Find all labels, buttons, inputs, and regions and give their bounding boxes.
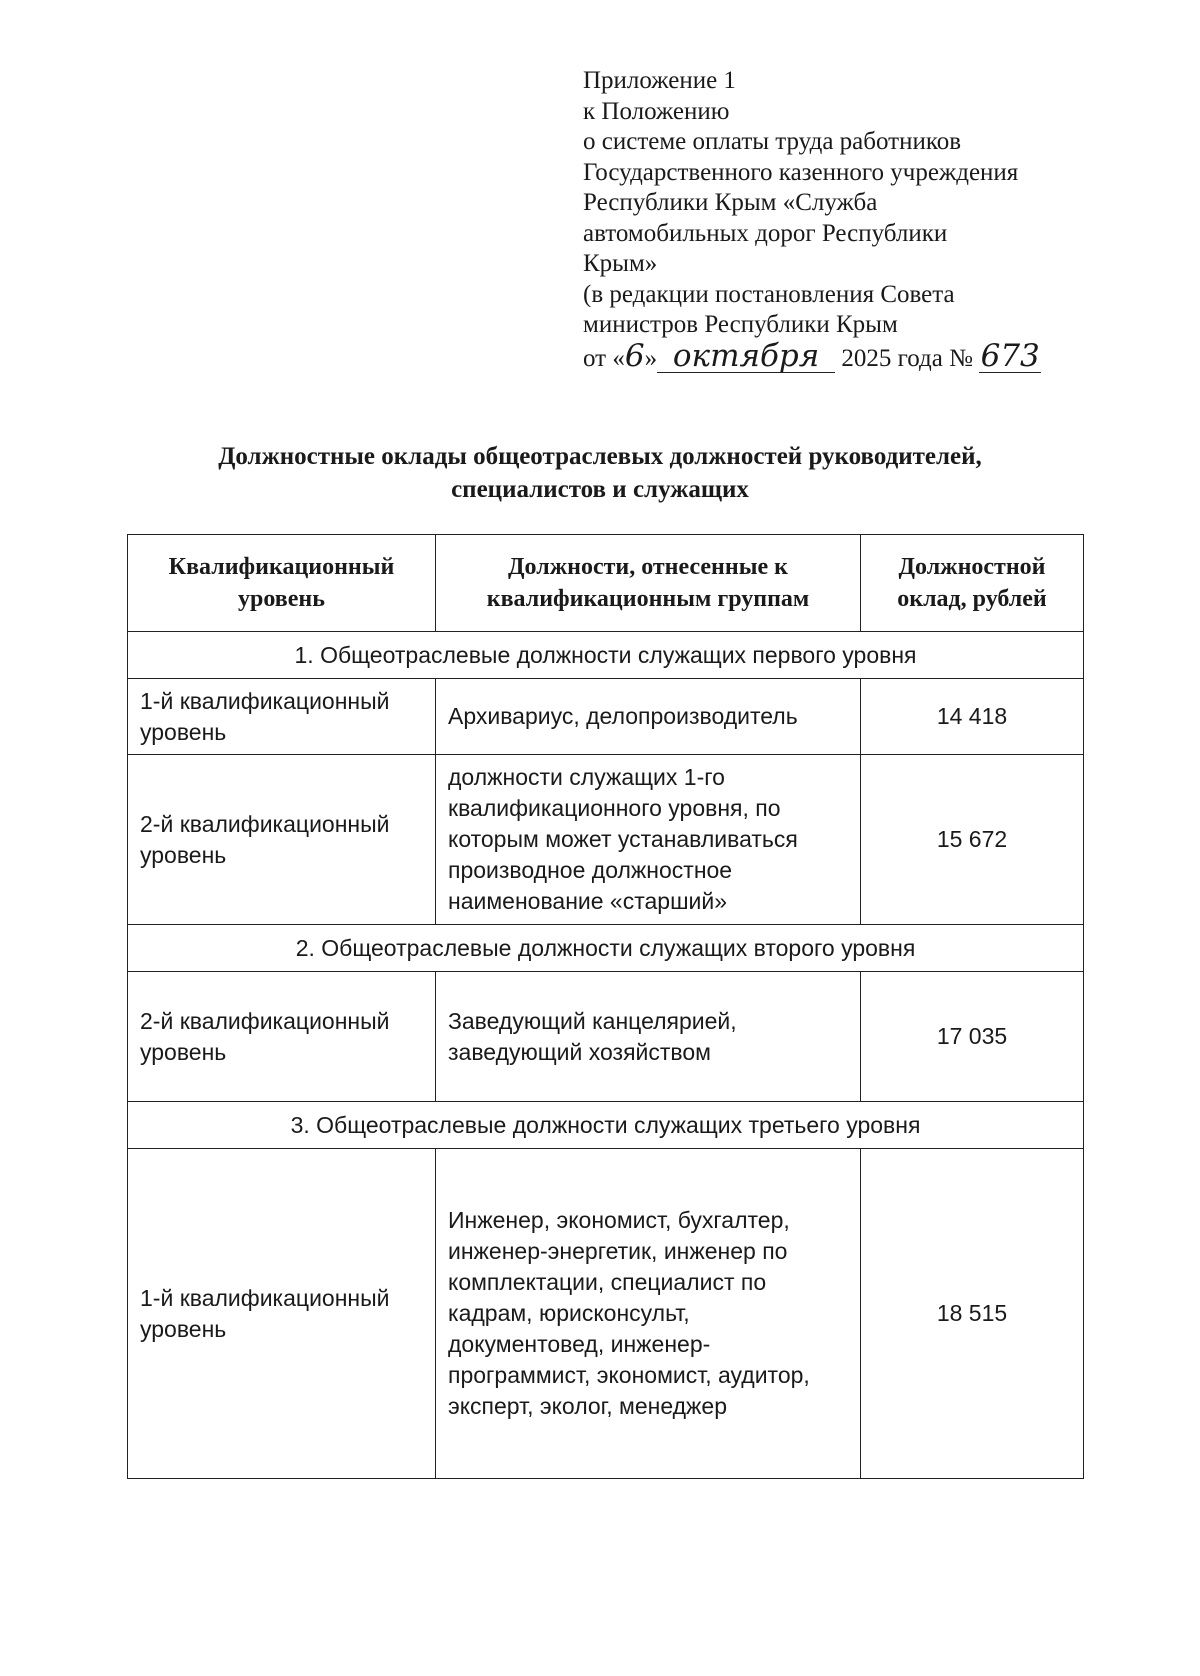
group-title: 1. Общеотраслевые должности служащих первого уровня xyxy=(128,632,1084,679)
salary-table xyxy=(127,534,1084,1479)
date-prefix: от « xyxy=(583,344,625,372)
handwritten-doc-number-text: 673 xyxy=(980,337,1040,374)
group-row xyxy=(128,925,1084,972)
cell-level: 2-й квалификационный уровень xyxy=(128,972,436,1102)
table-row xyxy=(128,755,1084,925)
annex-line: автомобильных дорог Республики xyxy=(583,219,948,247)
group-row xyxy=(128,632,1084,679)
cell-salary: 15 672 xyxy=(861,755,1084,925)
document-title xyxy=(120,440,1080,506)
cell-salary: 17 035 xyxy=(861,972,1084,1102)
group-row xyxy=(128,1102,1084,1149)
date-year-text: 2025 года № xyxy=(841,344,973,372)
annex-line: Республики Крым «Служба xyxy=(583,189,878,216)
header-level: Квалификационный уровень xyxy=(128,535,436,632)
date-quote-close: » xyxy=(644,344,658,372)
cell-positions: Архивариус, делопроизводитель xyxy=(436,679,861,755)
annex-line: Крым» xyxy=(583,250,658,277)
cell-level: 1-й квалификационный уровень xyxy=(128,1149,436,1479)
annex-line: министров Республики Крым xyxy=(583,311,898,338)
annex-line: о системе оплаты труда работников xyxy=(583,128,962,155)
title-line: специалистов и служащих xyxy=(451,476,749,503)
table-row xyxy=(128,1149,1084,1479)
table-row xyxy=(128,972,1084,1102)
annex-line: Государственного казенного учреждения xyxy=(583,158,1019,186)
annex-header xyxy=(583,66,1083,374)
cell-level: 1-й квалификационный уровень xyxy=(128,679,436,755)
group-title: 3. Общеотраслевые должности служащих третьего уровня xyxy=(128,1102,1084,1149)
cell-salary: 14 418 xyxy=(861,679,1084,755)
header-salary: Должностной оклад, рублей xyxy=(861,535,1084,632)
handwritten-doc-number xyxy=(979,337,1041,374)
header-positions: Должности, отнесенные к квалификационным группам xyxy=(436,535,861,632)
handwritten-month xyxy=(657,337,835,374)
handwritten-day: 6 xyxy=(624,337,645,374)
title-line: Должностные оклады общеотраслевых должностей руководителей, xyxy=(218,443,982,470)
cell-positions: Заведующий канцелярией, заведующий хозяйством xyxy=(436,972,861,1102)
handwritten-month-text: октября xyxy=(672,337,820,374)
cell-salary: 18 515 xyxy=(861,1149,1084,1479)
cell-positions: должности служащих 1-го квалификационного уровня, по которым может устанавливаться производное должностное наименование «старший» xyxy=(436,755,861,925)
resolution-date-line xyxy=(583,337,1083,375)
cell-positions: Инженер, экономист, бухгалтер, инженер-энергетик, инженер по комплектации, специалист по кадрам, юрисконсульт, документовед, инженер-программист, экономист, аудитор, эксперт, эколог, менеджер xyxy=(436,1149,861,1479)
annex-line: к Положению xyxy=(583,97,730,125)
annex-line: Приложение 1 xyxy=(583,67,736,94)
cell-level: 2-й квалификационный уровень xyxy=(128,755,436,925)
table-header-row xyxy=(128,535,1084,632)
group-title: 2. Общеотраслевые должности служащих второго уровня xyxy=(128,925,1084,972)
table-row xyxy=(128,679,1084,755)
annex-line: (в редакции постановления Совета xyxy=(583,280,955,308)
